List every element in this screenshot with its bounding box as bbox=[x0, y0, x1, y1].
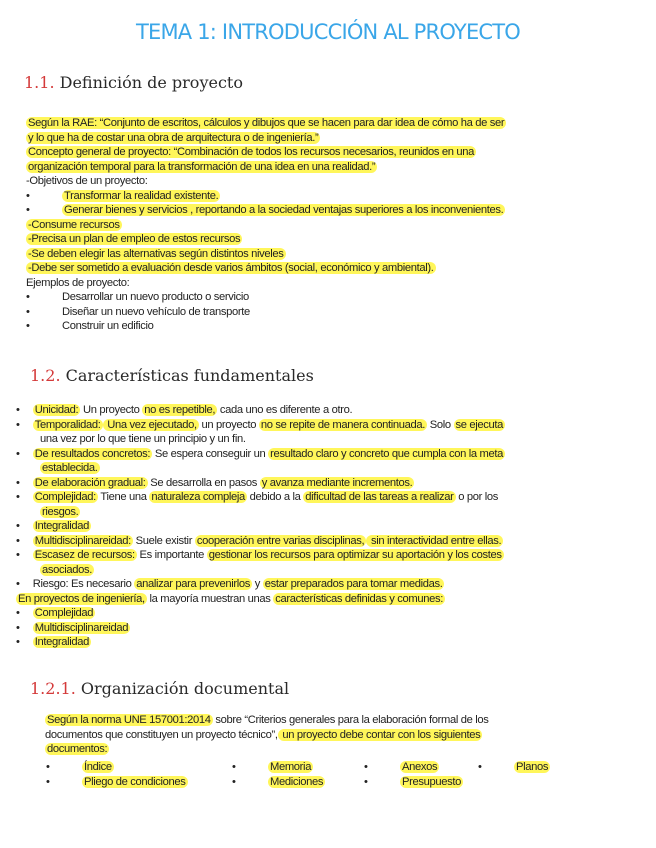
feature-term: De resultados concretos: bbox=[34, 447, 151, 460]
feature-highlight: dificultad de las tareas a realizar bbox=[305, 491, 454, 503]
document-item: Anexos bbox=[402, 761, 438, 773]
feature-text: Suele existir bbox=[132, 534, 195, 547]
bullet-icon: • bbox=[364, 776, 368, 788]
general-concept-cont: organización temporal para la transformación de una idea en una realidad.” bbox=[28, 160, 376, 173]
bullet-icon: • bbox=[16, 491, 20, 503]
feature-text: y bbox=[252, 578, 263, 590]
feature-highlight: naturaleza compleja bbox=[151, 491, 245, 503]
section-number: 1.1. bbox=[24, 73, 55, 92]
example-item: Construir un edificio bbox=[62, 320, 154, 332]
bullet-icon: • bbox=[26, 291, 30, 303]
feature-highlight: se ejecuta bbox=[455, 418, 504, 431]
objective-item: Generar bienes y servicios , reportando a la sociedad ventajas superiores a los inconvenientes. bbox=[64, 204, 504, 216]
feature-text: Solo bbox=[427, 418, 454, 431]
bullet-icon: • bbox=[16, 476, 20, 489]
trait-item: -Se deben elegir las alternativas según distintos niveles bbox=[28, 247, 284, 260]
bullet-icon: • bbox=[16, 447, 20, 460]
feature-highlight: asociados. bbox=[42, 563, 92, 576]
example-item: Desarrollar un nuevo producto o servicio bbox=[62, 291, 249, 303]
feature-text: Se desarrolla en pasos bbox=[147, 476, 260, 489]
feature-term: Unicidad: bbox=[34, 404, 79, 416]
common-feature-item: Complejidad bbox=[34, 607, 94, 619]
section-number: 1.2.1. bbox=[30, 679, 76, 698]
rae-definition: Según la RAE: “Conjunto de escritos, cálculos y dibujos que se hacen para dar idea de cómo ha de ser bbox=[28, 117, 505, 129]
section-number: 1.2. bbox=[30, 366, 61, 385]
bullet-icon: • bbox=[16, 578, 20, 590]
feature-highlight: sin interactividad entre ellas. bbox=[368, 534, 502, 547]
trait-item: -Precisa un plan de empleo de estos recursos bbox=[28, 233, 241, 245]
feature-text: Es importante bbox=[136, 549, 207, 561]
bullet-icon: • bbox=[46, 761, 50, 773]
norm-reference: Según la norma UNE 157001:2014 bbox=[47, 714, 211, 726]
bullet-icon: • bbox=[16, 607, 20, 619]
feature-highlight: establecida. bbox=[42, 462, 98, 474]
document-item: Presupuesto bbox=[402, 776, 461, 788]
section-heading-1-2-1 bbox=[30, 679, 289, 698]
common-feature-item: Multidisciplinareidad bbox=[34, 621, 129, 634]
feature-term: Integralidad bbox=[34, 520, 90, 532]
rae-definition-cont: y lo que ha de costar una obra de arquitectura o de ingeniería.” bbox=[28, 131, 319, 144]
bullet-icon: • bbox=[46, 776, 50, 788]
bullet-icon: • bbox=[478, 761, 482, 773]
bullet-icon: • bbox=[16, 549, 20, 561]
feature-highlight: no se repite de manera continuada. bbox=[260, 418, 426, 431]
bullet-icon: • bbox=[26, 189, 30, 202]
feature-highlight: cooperación entre varias disciplinas, bbox=[196, 534, 365, 547]
feature-highlight: características definidas y comunes: bbox=[275, 592, 443, 605]
example-item: Diseñar un nuevo vehículo de transporte bbox=[62, 305, 250, 318]
feature-term: Escasez de recursos: bbox=[34, 549, 135, 561]
section-title: Características fundamentales bbox=[65, 366, 314, 385]
bullet-icon: • bbox=[232, 776, 236, 788]
feature-highlight: analizar para prevenirlos bbox=[136, 578, 251, 590]
feature-term: Temporalidad: bbox=[34, 418, 101, 431]
bullet-icon: • bbox=[16, 621, 20, 634]
document-item: Índice bbox=[84, 761, 112, 773]
feature-text: o por los bbox=[455, 491, 499, 503]
section-title: Definición de proyecto bbox=[59, 73, 243, 92]
trait-item: -Consume recursos bbox=[28, 218, 120, 231]
section-1-2-body bbox=[16, 403, 626, 650]
trait-item: -Debe ser sometido a evaluación desde varios ámbitos (social, económico y ambiental). bbox=[28, 262, 434, 274]
bullet-icon: • bbox=[16, 520, 20, 532]
document-item: Pliego de condiciones bbox=[84, 776, 186, 788]
examples-label: Ejemplos de proyecto: bbox=[26, 276, 130, 289]
paragraph-highlight: documentos: bbox=[47, 743, 108, 755]
paragraph-text: sobre “Criterios generales para la elaboración formal de los bbox=[212, 714, 489, 726]
feature-highlight: resultado claro y concreto que cumpla con la meta bbox=[270, 447, 503, 460]
feature-text: debido a la bbox=[246, 491, 304, 503]
feature-highlight: gestionar los recursos para optimizar su aportación y los costes bbox=[208, 549, 502, 561]
feature-text: un proyecto bbox=[198, 418, 259, 431]
feature-term: De elaboración gradual: bbox=[34, 476, 146, 489]
bullet-icon: • bbox=[16, 534, 20, 547]
document-item: Mediciones bbox=[270, 776, 324, 788]
feature-text: cada uno es diferente a otro. bbox=[217, 404, 353, 416]
feature-highlight: estar preparados para tomar medidas. bbox=[264, 578, 443, 590]
bullet-icon: • bbox=[16, 418, 20, 431]
page-title: TEMA 1: INTRODUCCIÓN AL PROYECTO bbox=[135, 20, 521, 44]
document-item: Planos bbox=[516, 761, 549, 773]
general-concept: Concepto general de proyecto: “Combinación de todos los recursos necesarios, reunidos en una bbox=[28, 146, 475, 158]
section-title: Organización documental bbox=[80, 679, 290, 698]
feature-text: Tiene una bbox=[97, 491, 150, 503]
paragraph-highlight: un proyecto debe contar con los siguientes bbox=[279, 728, 481, 741]
feature-term: Complejidad: bbox=[34, 491, 96, 503]
feature-highlight: riesgos. bbox=[42, 505, 79, 518]
paragraph-text: documentos que constituyen un proyecto técnico”, bbox=[45, 728, 278, 741]
bullet-icon: • bbox=[16, 404, 20, 416]
section-heading-1-1 bbox=[24, 73, 243, 92]
bullet-icon: • bbox=[232, 761, 236, 773]
section-1-2-1-body bbox=[45, 713, 605, 757]
feature-term: Riesgo: bbox=[32, 578, 69, 590]
feature-term: Multidisciplinareidad: bbox=[34, 534, 131, 547]
feature-highlight: Una vez ejecutado, bbox=[104, 418, 197, 431]
feature-text: una vez por lo que tiene un principio y un fin. bbox=[40, 433, 246, 445]
section-heading-1-2 bbox=[30, 366, 314, 385]
objectives-label: -Objetivos de un proyecto: bbox=[26, 175, 148, 187]
bullet-icon: • bbox=[364, 761, 368, 773]
objective-item: Transformar la realidad existente. bbox=[64, 189, 219, 202]
feature-text: Un proyecto bbox=[80, 404, 143, 416]
bullet-icon: • bbox=[26, 204, 30, 216]
section-1-1-body bbox=[26, 116, 626, 334]
feature-highlight: y avanza mediante incrementos. bbox=[261, 476, 413, 489]
bullet-icon: • bbox=[26, 320, 30, 332]
bullet-icon: • bbox=[16, 636, 20, 648]
feature-text: la mayoría muestran unas bbox=[146, 592, 274, 605]
document-item: Memoria bbox=[270, 761, 312, 773]
feature-highlight: no es repetible, bbox=[144, 404, 216, 416]
common-feature-item: Integralidad bbox=[34, 636, 90, 648]
feature-text: Es necesario bbox=[68, 578, 135, 590]
bullet-icon: • bbox=[26, 305, 30, 318]
engineering-note: En proyectos de ingeniería, bbox=[18, 592, 145, 605]
feature-text: Se espera conseguir un bbox=[152, 447, 269, 460]
